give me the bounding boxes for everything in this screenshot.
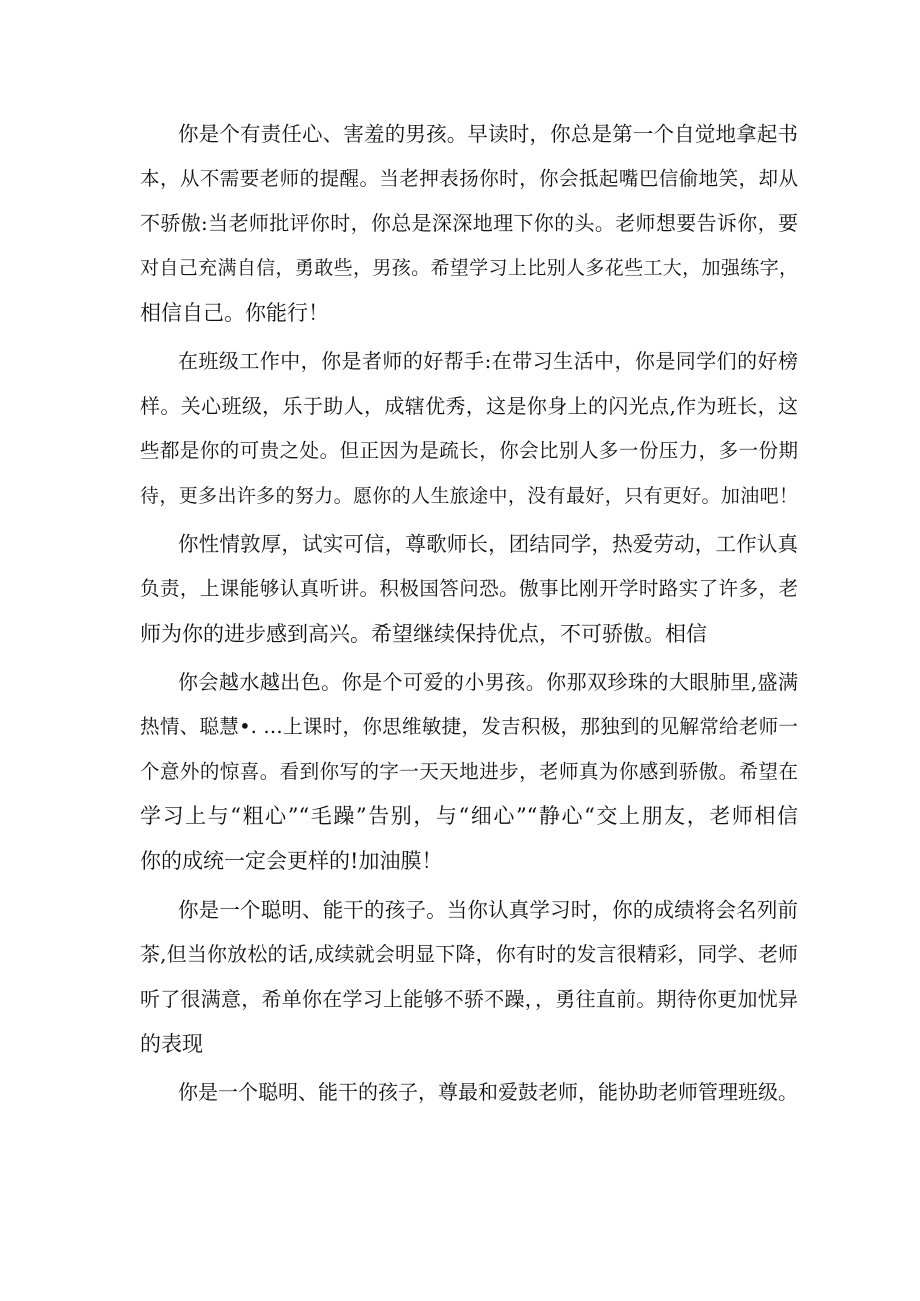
text-line: 对自己充满自信，勇敢些，男孩。希望学习上比别人多花些工大，加强练字， (140, 257, 798, 280)
text-line: 本，从不需要老师的提醒。当老押表扬你时，你会抵起嘴巴信偷地笑，却从 (140, 166, 798, 190)
text-line: 茶,但当你放松的话,成续就会明显下降，你有时的发言很精彩，同学、老师 (140, 942, 798, 967)
text-line: 负责，上课能够认真听讲。积极国答问恐。傲事比刚开学时路实了许多，老 (140, 576, 798, 600)
text-line: 些都是你的可贵之处。但正因为是疏长，你会比别人多一份压力，多一份期 (140, 438, 798, 462)
text-line: 听了很满意，希单你在学习上能够不骄不躁，，勇往直前。期待你更加忧异 (140, 987, 798, 1012)
paragraph-2 (140, 339, 798, 518)
text-line: 学习上与“粗心”“毛躁”告别，与“细心”“静心“交上朋友，老师相信 (140, 804, 798, 829)
text-line: 你会越水越出色。你是个可爱的小男孩。你那双珍珠的大眼肺里,盛满 (178, 670, 798, 695)
text-line: 相信自己。你能行！ (140, 300, 329, 325)
text-line: 你是个有责任心、害羞的男孩。早读时，你总是第一个自觉地拿起书 (178, 122, 798, 146)
text-line: 师为你的进步感到高兴。希望继续保持优点，不可骄傲。相信 (140, 621, 707, 646)
text-line: 个意外的惊喜。看到你写的字一天天地进步，老师真为你感到骄傲。希望在 (140, 759, 798, 783)
text-line: 样。关心班级，乐于助人，成辖优秀，这是你身上的闪光点,作为班长，这 (140, 394, 798, 419)
text-line: 不骄傲:当老师批评你时，你总是深深地理下你的头。老师想要告诉你，要 (140, 211, 798, 236)
paragraph-5 (140, 888, 798, 1067)
text-line: 在班级工作中，你是者师的好帮手:在带习生活中，你是同学们的好榜 (178, 349, 798, 374)
paragraph-4 (140, 660, 798, 883)
text-line: 你是一个聪明、能干的孩子，尊最和爱鼓老师，能协助老师管理班级。 (178, 1080, 798, 1105)
text-line: 你性情敦厚，试实可信，尊歌师长，团结同学，热爱劳动，工作认真 (178, 532, 798, 557)
document-body (140, 112, 798, 1115)
text-line: 的表现 (140, 1031, 203, 1056)
text-line: 待，更多出许多的努力。愿你的人生旅途中，没有最好，只有更好。加油吧！ (140, 484, 798, 507)
paragraph-6 (140, 1070, 798, 1115)
text-line: 你是一个聪明、能干的孩子。当你认真学习时，你的成绩将会名列前 (178, 897, 798, 922)
paragraph-1 (140, 112, 798, 335)
paragraph-3 (140, 522, 798, 656)
text-line: 你的成统一定会更样的!加油膜！ (140, 849, 443, 873)
text-line: 热情、聪慧•. …上课时，你思维敏捷，发吉积极，那独到的见解常给老师一 (140, 714, 798, 738)
